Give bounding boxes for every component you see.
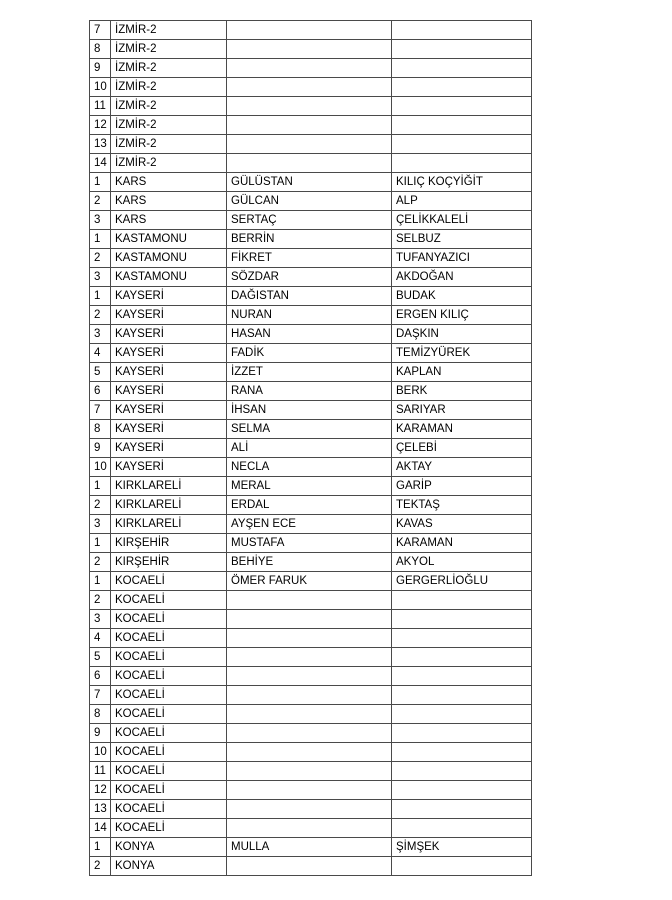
city-cell: İZMİR-2 (111, 116, 227, 135)
first-name-cell: BERRİN (227, 230, 392, 249)
city-cell: KIRŞEHİR (111, 553, 227, 572)
first-name-cell: ÖMER FARUK (227, 572, 392, 591)
table-row (90, 857, 532, 876)
row-number-cell: 11 (90, 762, 111, 781)
city-cell: KAYSERİ (111, 420, 227, 439)
city-cell: KARS (111, 211, 227, 230)
row-number-cell: 10 (90, 458, 111, 477)
first-name-cell (227, 629, 392, 648)
row-number-cell: 2 (90, 591, 111, 610)
last-name-cell (392, 78, 532, 97)
last-name-cell: KARAMAN (392, 534, 532, 553)
last-name-cell: ÇELEBİ (392, 439, 532, 458)
city-cell: KAYSERİ (111, 325, 227, 344)
city-cell: KOCAELİ (111, 629, 227, 648)
city-cell: KAYSERİ (111, 287, 227, 306)
city-cell: KIRKLARELİ (111, 496, 227, 515)
first-name-cell: NECLA (227, 458, 392, 477)
first-name-cell: İZZET (227, 363, 392, 382)
table-row (90, 211, 532, 230)
last-name-cell: KILIÇ KOÇYİĞİT (392, 173, 532, 192)
last-name-cell (392, 648, 532, 667)
last-name-cell: TEMİZYÜREK (392, 344, 532, 363)
last-name-cell: KAPLAN (392, 363, 532, 382)
table-row (90, 306, 532, 325)
last-name-cell (392, 135, 532, 154)
last-name-cell (392, 667, 532, 686)
table-row (90, 648, 532, 667)
table-row (90, 325, 532, 344)
first-name-cell: SÖZDAR (227, 268, 392, 287)
city-cell: KOCAELİ (111, 762, 227, 781)
city-cell: KOCAELİ (111, 610, 227, 629)
row-number-cell: 1 (90, 838, 111, 857)
first-name-cell: SELMA (227, 420, 392, 439)
row-number-cell: 1 (90, 572, 111, 591)
city-cell: İZMİR-2 (111, 97, 227, 116)
row-number-cell: 13 (90, 800, 111, 819)
table-row (90, 249, 532, 268)
first-name-cell: DAĞISTAN (227, 287, 392, 306)
table-row (90, 800, 532, 819)
first-name-cell: ALİ (227, 439, 392, 458)
first-name-cell: GÜLCAN (227, 192, 392, 211)
row-number-cell: 2 (90, 249, 111, 268)
last-name-cell (392, 97, 532, 116)
last-name-cell: GERGERLİOĞLU (392, 572, 532, 591)
first-name-cell (227, 591, 392, 610)
table-row (90, 819, 532, 838)
table-row (90, 838, 532, 857)
row-number-cell: 5 (90, 363, 111, 382)
city-cell: KOCAELİ (111, 686, 227, 705)
row-number-cell: 2 (90, 306, 111, 325)
table-row (90, 477, 532, 496)
first-name-cell (227, 762, 392, 781)
city-cell: KOCAELİ (111, 705, 227, 724)
last-name-cell: KAVAS (392, 515, 532, 534)
row-number-cell: 1 (90, 477, 111, 496)
last-name-cell (392, 591, 532, 610)
row-number-cell: 3 (90, 610, 111, 629)
last-name-cell: ÇELİKKALELİ (392, 211, 532, 230)
last-name-cell: BERK (392, 382, 532, 401)
last-name-cell (392, 686, 532, 705)
first-name-cell: FADİK (227, 344, 392, 363)
last-name-cell (392, 610, 532, 629)
row-number-cell: 2 (90, 496, 111, 515)
last-name-cell (392, 40, 532, 59)
city-cell: KAYSERİ (111, 344, 227, 363)
table-row (90, 78, 532, 97)
last-name-cell: TEKTAŞ (392, 496, 532, 515)
city-cell: KAYSERİ (111, 363, 227, 382)
first-name-cell: İHSAN (227, 401, 392, 420)
first-name-cell (227, 705, 392, 724)
last-name-cell (392, 800, 532, 819)
first-name-cell: ERDAL (227, 496, 392, 515)
table-row (90, 382, 532, 401)
city-cell: KARS (111, 173, 227, 192)
table-row (90, 173, 532, 192)
table-row (90, 591, 532, 610)
first-name-cell (227, 40, 392, 59)
table-row (90, 97, 532, 116)
candidate-table-body (90, 21, 532, 876)
first-name-cell (227, 116, 392, 135)
first-name-cell: AYŞEN ECE (227, 515, 392, 534)
last-name-cell: ALP (392, 192, 532, 211)
city-cell: İZMİR-2 (111, 21, 227, 40)
table-row (90, 40, 532, 59)
first-name-cell (227, 78, 392, 97)
table-row (90, 230, 532, 249)
city-cell: KONYA (111, 857, 227, 876)
row-number-cell: 9 (90, 724, 111, 743)
table-row (90, 192, 532, 211)
last-name-cell: BUDAK (392, 287, 532, 306)
city-cell: KOCAELİ (111, 800, 227, 819)
table-row (90, 458, 532, 477)
row-number-cell: 1 (90, 534, 111, 553)
table-row (90, 743, 532, 762)
first-name-cell (227, 800, 392, 819)
last-name-cell (392, 857, 532, 876)
row-number-cell: 10 (90, 743, 111, 762)
table-row (90, 629, 532, 648)
city-cell: KASTAMONU (111, 230, 227, 249)
last-name-cell (392, 21, 532, 40)
city-cell: KAYSERİ (111, 458, 227, 477)
last-name-cell (392, 629, 532, 648)
first-name-cell (227, 154, 392, 173)
city-cell: KOCAELİ (111, 667, 227, 686)
first-name-cell (227, 857, 392, 876)
first-name-cell: BEHİYE (227, 553, 392, 572)
city-cell: İZMİR-2 (111, 40, 227, 59)
row-number-cell: 6 (90, 667, 111, 686)
row-number-cell: 14 (90, 819, 111, 838)
row-number-cell: 12 (90, 116, 111, 135)
row-number-cell: 3 (90, 211, 111, 230)
table-row (90, 21, 532, 40)
table-row (90, 401, 532, 420)
last-name-cell (392, 154, 532, 173)
city-cell: İZMİR-2 (111, 135, 227, 154)
table-row (90, 610, 532, 629)
first-name-cell (227, 743, 392, 762)
city-cell: KAYSERİ (111, 306, 227, 325)
row-number-cell: 1 (90, 230, 111, 249)
row-number-cell: 5 (90, 648, 111, 667)
table-row (90, 534, 532, 553)
table-row (90, 135, 532, 154)
row-number-cell: 8 (90, 40, 111, 59)
table-row (90, 154, 532, 173)
city-cell: KASTAMONU (111, 268, 227, 287)
row-number-cell: 3 (90, 268, 111, 287)
table-row (90, 344, 532, 363)
row-number-cell: 7 (90, 21, 111, 40)
first-name-cell: HASAN (227, 325, 392, 344)
first-name-cell (227, 648, 392, 667)
table-row (90, 515, 532, 534)
table-row (90, 553, 532, 572)
table-row (90, 572, 532, 591)
first-name-cell: MERAL (227, 477, 392, 496)
city-cell: İZMİR-2 (111, 78, 227, 97)
row-number-cell: 2 (90, 553, 111, 572)
first-name-cell: RANA (227, 382, 392, 401)
city-cell: İZMİR-2 (111, 154, 227, 173)
city-cell: KOCAELİ (111, 724, 227, 743)
table-row (90, 439, 532, 458)
row-number-cell: 13 (90, 135, 111, 154)
row-number-cell: 12 (90, 781, 111, 800)
first-name-cell: MUSTAFA (227, 534, 392, 553)
table-row (90, 59, 532, 78)
city-cell: KOCAELİ (111, 572, 227, 591)
first-name-cell: MULLA (227, 838, 392, 857)
table-row (90, 686, 532, 705)
city-cell: KAYSERİ (111, 439, 227, 458)
last-name-cell (392, 724, 532, 743)
table-row (90, 420, 532, 439)
row-number-cell: 4 (90, 344, 111, 363)
first-name-cell (227, 781, 392, 800)
row-number-cell: 1 (90, 287, 111, 306)
row-number-cell: 7 (90, 401, 111, 420)
row-number-cell: 9 (90, 439, 111, 458)
row-number-cell: 3 (90, 325, 111, 344)
first-name-cell (227, 686, 392, 705)
last-name-cell: SARIYAR (392, 401, 532, 420)
first-name-cell (227, 724, 392, 743)
row-number-cell: 2 (90, 857, 111, 876)
city-cell: KOCAELİ (111, 781, 227, 800)
city-cell: KOCAELİ (111, 648, 227, 667)
first-name-cell (227, 819, 392, 838)
city-cell: KOCAELİ (111, 819, 227, 838)
last-name-cell: DAŞKIN (392, 325, 532, 344)
row-number-cell: 3 (90, 515, 111, 534)
first-name-cell: NURAN (227, 306, 392, 325)
table-row (90, 781, 532, 800)
row-number-cell: 8 (90, 420, 111, 439)
last-name-cell (392, 819, 532, 838)
row-number-cell: 14 (90, 154, 111, 173)
row-number-cell: 10 (90, 78, 111, 97)
first-name-cell (227, 97, 392, 116)
row-number-cell: 9 (90, 59, 111, 78)
city-cell: KARS (111, 192, 227, 211)
table-row (90, 287, 532, 306)
table-row (90, 705, 532, 724)
last-name-cell: TUFANYAZICI (392, 249, 532, 268)
city-cell: KAYSERİ (111, 401, 227, 420)
row-number-cell: 6 (90, 382, 111, 401)
table-row (90, 724, 532, 743)
last-name-cell (392, 781, 532, 800)
first-name-cell: SERTAÇ (227, 211, 392, 230)
last-name-cell: ERGEN KILIÇ (392, 306, 532, 325)
table-row (90, 762, 532, 781)
first-name-cell (227, 610, 392, 629)
last-name-cell (392, 59, 532, 78)
row-number-cell: 2 (90, 192, 111, 211)
row-number-cell: 7 (90, 686, 111, 705)
last-name-cell: AKTAY (392, 458, 532, 477)
city-cell: KAYSERİ (111, 382, 227, 401)
table-row (90, 268, 532, 287)
row-number-cell: 1 (90, 173, 111, 192)
last-name-cell (392, 705, 532, 724)
table-row (90, 667, 532, 686)
last-name-cell (392, 116, 532, 135)
city-cell: İZMİR-2 (111, 59, 227, 78)
city-cell: KOCAELİ (111, 743, 227, 762)
last-name-cell (392, 762, 532, 781)
row-number-cell: 4 (90, 629, 111, 648)
first-name-cell (227, 59, 392, 78)
last-name-cell: ŞİMŞEK (392, 838, 532, 857)
last-name-cell: GARİP (392, 477, 532, 496)
last-name-cell: AKDOĞAN (392, 268, 532, 287)
city-cell: KIRKLARELİ (111, 515, 227, 534)
city-cell: KONYA (111, 838, 227, 857)
last-name-cell: SELBUZ (392, 230, 532, 249)
row-number-cell: 8 (90, 705, 111, 724)
first-name-cell (227, 667, 392, 686)
candidate-table (89, 20, 532, 876)
city-cell: KASTAMONU (111, 249, 227, 268)
first-name-cell (227, 135, 392, 154)
table-row (90, 116, 532, 135)
table-row (90, 363, 532, 382)
last-name-cell: KARAMAN (392, 420, 532, 439)
row-number-cell: 11 (90, 97, 111, 116)
city-cell: KIRKLARELİ (111, 477, 227, 496)
city-cell: KIRŞEHİR (111, 534, 227, 553)
last-name-cell (392, 743, 532, 762)
first-name-cell (227, 21, 392, 40)
city-cell: KOCAELİ (111, 591, 227, 610)
table-row (90, 496, 532, 515)
first-name-cell: GÜLÜSTAN (227, 173, 392, 192)
last-name-cell: AKYOL (392, 553, 532, 572)
first-name-cell: FİKRET (227, 249, 392, 268)
